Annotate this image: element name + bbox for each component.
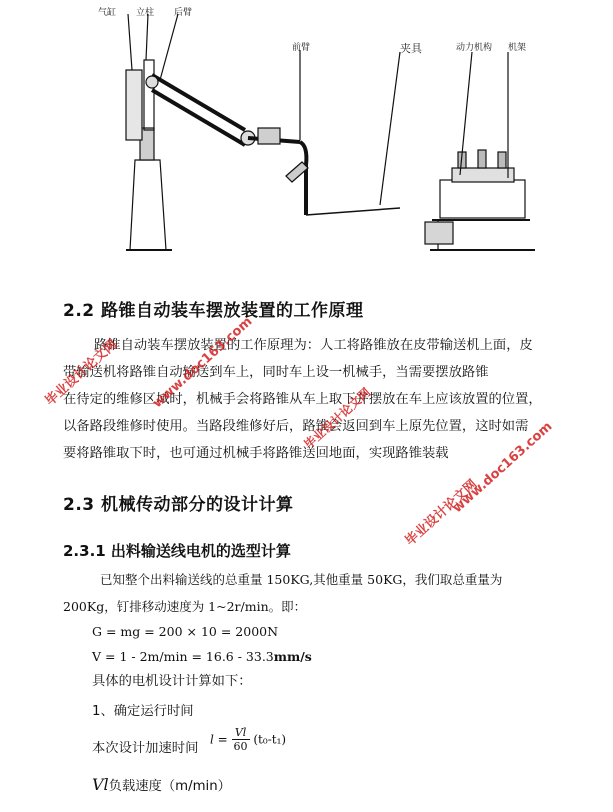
- watermark-3: 毕业设计论文网: [402, 477, 481, 550]
- section-heading-2-2: 2.2 路锥自动装车摆放装置的工作原理: [63, 301, 364, 321]
- formula-l-numerator: Vl: [232, 726, 250, 740]
- accel-time-label: 本次设计加速时间: [92, 741, 199, 756]
- formula-l-lhs: l =: [210, 732, 228, 747]
- load-speed-line: [92, 775, 231, 794]
- load-speed-label: 负载速度（m/min）: [108, 779, 231, 794]
- formula-velocity-unit: mm/s: [273, 649, 312, 664]
- para-line-1: 路锥自动装车摆放装置的工作原理为：人工将路锥放在皮带输送机上面，皮: [94, 338, 533, 353]
- formula-l-rest: (t₀-t₁): [253, 732, 287, 747]
- watermark-2: www.doc163.com: [150, 314, 256, 412]
- given-line-2: 200Kg，钉排移动速度为 1~2r/min。即：: [63, 599, 307, 614]
- section-heading-2-3-1: 2.3.1 出料输送线电机的选型计算: [63, 542, 291, 560]
- load-speed-symbol: Vl: [92, 775, 109, 794]
- para-line-3: 在待定的维修区域时，机械手会将路锥从车上取下并摆放在车上应该放置的位置，: [63, 392, 542, 407]
- section-heading-2-3: 2.3 机械传动部分的设计计算: [63, 495, 294, 515]
- watermark-4: www.doc163.com: [450, 419, 556, 517]
- formula-velocity: [92, 649, 312, 664]
- watermark-5: 毕业设计论文网: [301, 385, 374, 452]
- formula-accel-time: [210, 726, 286, 753]
- para-line-5: 要将路锥取下时，也可通过机械手将路锥送回地面，实现路锥装载: [63, 446, 449, 461]
- watermark-1: 毕业设计论文网: [42, 337, 121, 410]
- label-frame: 机架: [508, 43, 527, 53]
- para-line-4: 以备路段维修时使用。当路段维修好后，路锥会返回到车上原先位置，这时如需: [63, 419, 529, 434]
- formula-l-fraction: [232, 726, 250, 753]
- formula-gravity: G = mg = 200 × 10 = 2000N: [92, 624, 279, 639]
- step-1-heading: 1、确定运行时间: [92, 704, 194, 719]
- label-cylinder: 气缸: [98, 8, 117, 18]
- label-rear-arm: 后臂: [174, 8, 193, 18]
- label-front-arm: 前臂: [292, 43, 311, 53]
- calc-intro: 具体的电机设计计算如下：: [92, 674, 252, 689]
- formula-l-denominator: 60: [233, 740, 248, 753]
- given-line-1: 已知整个出料输送线的总重量 150KG,其他重量 50KG，我们取总重量为: [100, 572, 503, 587]
- label-fixture: 夹具: [400, 42, 422, 55]
- para-line-2: 带输送机将路锥自动输送到车上，同时车上设一机械手，当需要摆放路锥: [63, 365, 489, 380]
- label-column: 立柱: [136, 8, 155, 18]
- mechanism-figure: [60, 0, 560, 262]
- formula-velocity-value: V = 1 - 2m/min = 16.6 - 33.3: [92, 649, 274, 664]
- label-power-unit: 动力机构: [456, 43, 493, 53]
